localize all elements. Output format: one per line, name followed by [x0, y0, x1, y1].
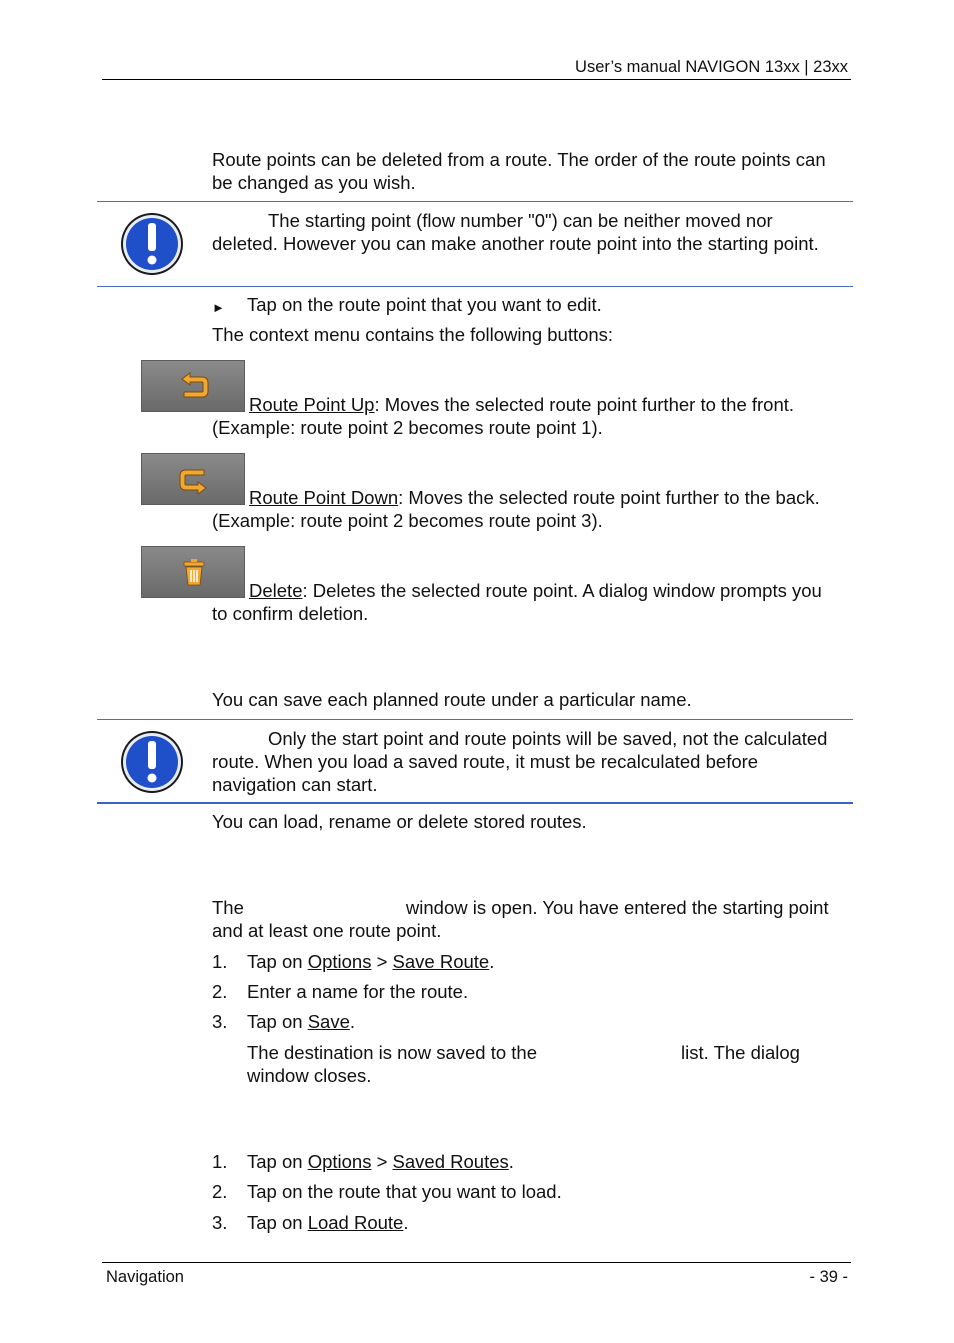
step-number: 1. — [212, 951, 228, 972]
delete-description: Delete: Deletes the selected route point. A dialog window prompts you to confirm deletion. — [212, 580, 822, 624]
save-step-1: Tap on Options > Save Route. — [247, 951, 495, 972]
save-route-link[interactable]: Save Route — [392, 951, 490, 972]
route-point-up-description: Route Point Up: Moves the selected route point further to the front. (Example: route point 2 becomes route point 1). — [212, 394, 795, 438]
saved-routes-link[interactable]: Saved Routes — [392, 1151, 509, 1172]
exclamation-icon — [119, 211, 185, 277]
note-bottom-rule — [97, 286, 853, 287]
route-point-down-icon — [176, 464, 212, 496]
footer-section: Navigation — [106, 1268, 184, 1286]
context-menu-intro: The context menu contains the following buttons: — [212, 324, 614, 345]
save-prerequisite: The window is open. You have entered the starting point and at least one route point. — [212, 897, 829, 941]
route-point-down-description: Route Point Down: Moves the selected route point further to the back. (Example: route point 2 becomes route point 3). — [212, 487, 820, 531]
exclamation-icon — [119, 729, 185, 795]
options-link[interactable]: Options — [307, 951, 372, 972]
step-number: 1. — [212, 1151, 228, 1172]
trash-icon — [176, 557, 212, 589]
header-rule — [102, 79, 851, 80]
page-number: - 39 - — [809, 1268, 848, 1286]
edit-step: Tap on the route point that you want to edit. — [247, 294, 602, 315]
load-step-1: Tap on Options > Saved Routes. — [247, 1151, 514, 1172]
note-2-text: Only the start point and route points will be saved, not the calculated route. When you load a saved route, it must be recalculated before navigation can start. — [212, 728, 828, 795]
save-link[interactable]: Save — [307, 1011, 350, 1032]
step-number: 2. — [212, 981, 228, 1002]
load-step-2: Tap on the route that you want to load. — [247, 1181, 562, 1202]
load-step-3: Tap on Load Route. — [247, 1212, 409, 1233]
running-header: User’s manual NAVIGON 13xx | 23xx — [575, 58, 848, 76]
stored-routes-text: You can load, rename or delete stored routes. — [212, 811, 587, 832]
load-route-link[interactable]: Load Route — [307, 1212, 404, 1233]
route-point-up-icon — [176, 371, 212, 403]
note-1-text: The starting point (flow number "0") can be neither moved nor deleted. However you can make another route point into the starting point. — [212, 210, 819, 254]
save-intro: You can save each planned route under a particular name. — [212, 689, 692, 710]
step-number: 2. — [212, 1181, 228, 1202]
save-step-3: Tap on Save. — [247, 1011, 355, 1032]
save-step-2: Enter a name for the route. — [247, 981, 469, 1002]
note-top-rule — [97, 201, 853, 202]
arrow-bullet-icon: ► — [212, 300, 225, 315]
note-top-rule — [97, 719, 853, 720]
step-number: 3. — [212, 1212, 228, 1233]
step-number: 3. — [212, 1011, 228, 1032]
note-bottom-rule — [97, 802, 853, 804]
footer-rule — [102, 1262, 851, 1263]
intro-paragraph: Route points can be deleted from a route. The order of the route points can be changed as you wish. — [212, 149, 826, 193]
options-link[interactable]: Options — [307, 1151, 372, 1172]
save-result: The destination is now saved to the list. The dialog window closes. — [247, 1042, 800, 1086]
